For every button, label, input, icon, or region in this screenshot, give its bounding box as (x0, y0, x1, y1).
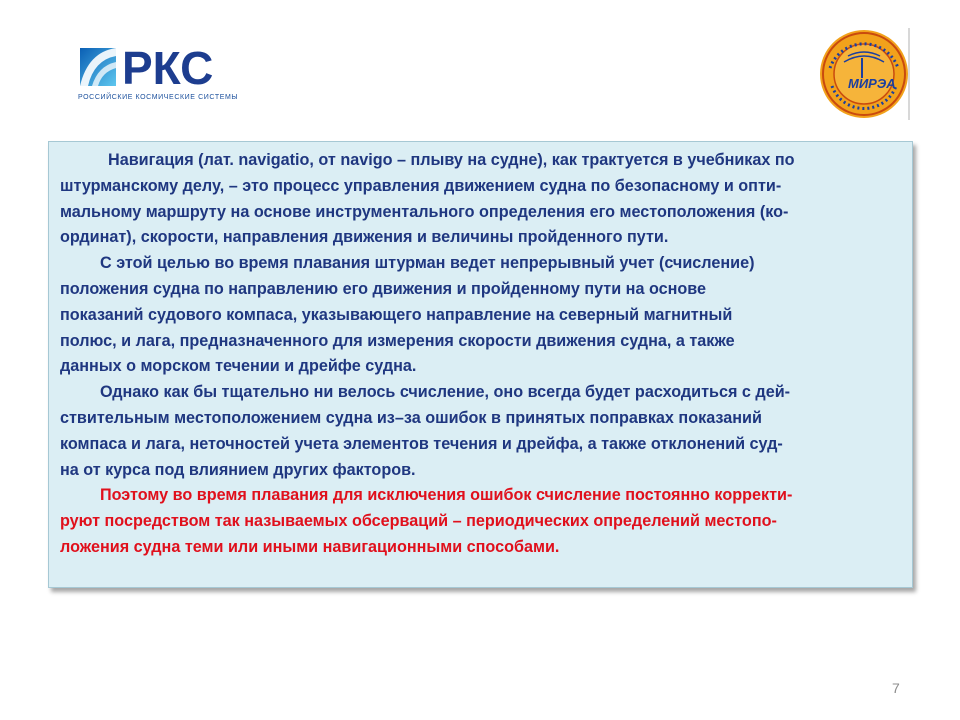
content-text (60, 148, 910, 561)
p4-line-1: Поэтому во время плавания для исключения ошибок счисление постоянно корректи- (100, 486, 793, 505)
p3-line-3: компаса и лага, неточностей учета элементов течения и дрейфа, а также отклонений суд- (60, 434, 783, 453)
p2-line-3: показаний судового компаса, указывающего направление на северный магнитный (60, 305, 733, 324)
p1-line-2: штурманскому делу, – это процесс управления движением судна по безопасному и опти- (60, 176, 782, 195)
mirea-seal-icon (818, 28, 910, 120)
p4-line-2: руют посредством так называемых обсерваций – периодических определений местопо- (60, 512, 777, 531)
paragraph-4-highlight (60, 483, 910, 560)
p2-line-2: положения судна по направлению его движения и пройденному пути на основе (60, 279, 707, 298)
mirea-name: МИРЭА (848, 76, 896, 91)
paragraph-1 (60, 148, 910, 251)
p2-line-4: полюс, и лага, предназначенного для измерения скорости движения судна, а также (60, 331, 735, 350)
page-number: 7 (892, 680, 900, 696)
rks-subtitle: РОССИЙСКИЕ КОСМИЧЕСКИЕ СИСТЕМЫ (78, 94, 239, 101)
p4-line-3: ложения судна теми или иными навигационными способами. (60, 537, 560, 556)
p3-line-4: на от курса под влиянием других факторов. (60, 460, 416, 479)
paragraph-2 (60, 251, 910, 380)
rks-logo-icon (78, 42, 253, 92)
p3-line-1: Однако как бы тщательно ни велось счисление, оно всегда будет расходиться с дей- (100, 383, 791, 402)
p3-line-2: ствительным местоположением судна из–за ошибок в принятых поправках показаний (60, 408, 762, 427)
p2-line-1: С этой целью во время плавания штурман ведет непрерывный учет (счисление) (100, 254, 755, 273)
logo-divider (908, 28, 910, 120)
p1-line-1: Навигация (лат. navigatio, от navigo – плыву на судне), как трактуется в учебниках по (108, 151, 795, 169)
p1-line-4: ординат), скорости, направления движения и величины пройденного пути. (60, 228, 669, 247)
p1-line-3: мальному маршруту на основе инструментального определения его местоположения (ко- (60, 202, 789, 221)
p2-line-5: данных о морском течении и дрейфе судна. (60, 357, 417, 376)
mirea-logo (818, 28, 914, 120)
rks-brand-text: РКС (122, 42, 214, 92)
paragraph-3 (60, 380, 910, 483)
rks-logo (78, 42, 253, 106)
